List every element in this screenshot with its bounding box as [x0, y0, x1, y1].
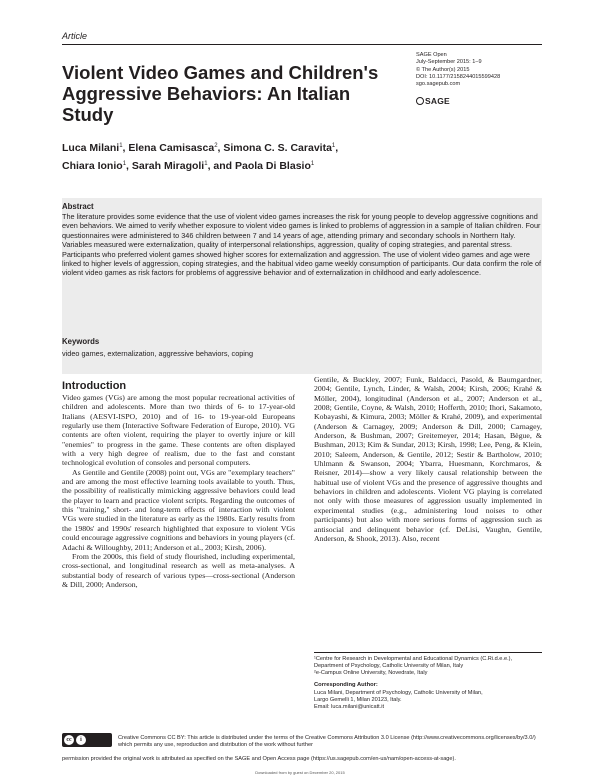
corresponding-email[interactable]: Email: luca.milani@unicatt.it	[314, 704, 385, 710]
body-column-left	[62, 393, 295, 589]
footnote-rule	[314, 652, 542, 653]
corresponding-author	[314, 690, 542, 711]
journal-url[interactable]: sgo.sagepub.com	[416, 81, 461, 88]
author-separator: ,	[122, 142, 129, 154]
author-affiliation-mark: 1	[310, 161, 315, 167]
sage-logo: SAGE	[416, 96, 450, 106]
author-affiliation-mark: 1	[331, 143, 336, 149]
author-name: Simona C. S. Caravita	[223, 142, 332, 154]
by-icon: i	[76, 735, 86, 745]
license-text-continued: permission provided the original work is attributed as specified on the SAGE and Open Access page (https://us.sagepub.com/en-us/nam/open-access-at-sage).	[62, 756, 456, 762]
author-name: Elena Camisasca	[128, 142, 215, 154]
body-column-right	[314, 375, 542, 543]
copyright: © The Author(s) 2015	[416, 66, 470, 73]
paragraph: Gentile, & Buckley, 2007; Funk, Baldacci, Pasold, & Baumgardner, 2004; Gentile, Lynch, Linder, & Walsh, 2004; Kirsh, 2006; Krahé & Möller, 2004), longitudinal (Anderson et al., 2007; Anderson et al., 2008; Gentile, Coyne, & Walsh, 2010; Hofferth, 2010; Ihori, Sakamoto, Kobayashi, & Kimura, 2003; Möller & Krahé, 2009), and experimental (Anderson & Carnagey, 2009; Anderson & Dill, 2000; Carnagey, Anderson, & Bushman, 2007; Greitemeyer, 2014; Hasan, Bègue, & Bushman, 2013; Kim & Sundar, 2013; Kirsh, 1998; Lee, Peng, & Klein, 2010; Saleem, Anderson, & Gentile, 2012; Sestir & Bartholow, 2010; Uhlmann & Swanson, 2004; Ybarra, Huesmann, Korchmaros, & Reisner, 2014)—show a very likely causal relationship between the habitual use of violent VGs and the presence of aggressive thoughts and behaviors in children and adolescents. Violent VG playing is correlated not only with those measures of aggression usually implemented in experimental studies (e.g., administering loud noises to other participants) but also with more serious forms of aggression such as antisocial and delinquent behavior (cf. DeLisi, Vaughn, Gentile, Anderson, & Shook, 2013). Also, recent	[314, 375, 542, 543]
affiliation-2: ²e-Campus Online University, Novedrate, Italy	[314, 670, 428, 676]
affiliations	[314, 656, 542, 677]
keywords-text: video games, externalization, aggressive behaviors, coping	[62, 349, 254, 358]
article-title: Violent Video Games and Children's Aggressive Behaviors: An Italian Study	[62, 62, 379, 125]
author-separator: ,	[217, 142, 224, 154]
author-name: Paola Di Blasio	[235, 160, 311, 172]
journal-issue: July-September 2015: 1–9	[416, 59, 482, 66]
corresponding-line: Luca Milani, Department of Psychology, Catholic University of Milan,	[314, 690, 483, 696]
sage-logo-icon	[416, 97, 424, 105]
author-name: Chiara Ionio	[62, 160, 123, 172]
author-name: Sarah Miragoli	[131, 160, 205, 172]
journal-info	[416, 52, 556, 88]
affiliation-1: ¹Centre for Research in Developmental and Educational Dynamics (C.Ri.d.e.e.), Department of Psychology, Catholic University of Milan, Italy	[314, 656, 513, 669]
download-note: Downloaded from by guest on December 20, 2015	[255, 770, 345, 775]
abstract-heading: Abstract	[62, 202, 94, 211]
article-type-label: Article	[62, 31, 88, 41]
paragraph: Video games (VGs) are among the most popular recreational activities of children and adolescents. More than two thirds of 6- to 17-year-old Italians (AESVI-ISPO, 2010) and of 16- to 19-year-old Europeans regularly use them (Interactive Software Federation of Europe, 2010). VG contents are often violent, requiring the player to overtly injure or kill "enemies" to progress in the game. These contents are often displayed with a very high degree of realism, due to the fast and constant technological evolution of consoles and personal computers.	[62, 393, 295, 468]
creative-commons-badge[interactable]	[62, 733, 112, 747]
author-name: Luca Milani	[62, 142, 120, 154]
author-affiliation-mark: 2	[214, 143, 218, 149]
paragraph: As Gentile and Gentile (2008) point out, VGs are "exemplary teachers" and are among the most effective learning tools available to youth. Thus, the possibility of realistically mimicking aggressive behaviors could lead the player to learn and practice violent scripts. Regarding the outcomes of this "training," short- and long-term effects of interaction with violent VGs were studied in the literature as early as the 1980s. Early results from the 1980s' and 1990s' research highlighted that exposure to violent VGs could encourage aggressive cognitions and behaviors in young players (cf. Adachi & Willoughby, 2011; Anderson et al., 2003; Kirsh, 2006).	[62, 467, 295, 552]
license-text: Creative Commons CC BY: This article is distributed under the terms of the Creative Commons Attribution 3.0 License (http://www.creativecommons.org/licenses/by/3.0/) which permits any use, reproduction and distribution of the work without further	[118, 735, 536, 749]
introduction-heading: Introduction	[62, 380, 127, 392]
journal-name: SAGE Open	[416, 52, 447, 58]
cc-icon: cc	[64, 735, 74, 745]
author-affiliation-mark: 1	[122, 161, 127, 167]
abstract-text: The literature provides some evidence that the use of violent video games increases the risk for young people to develop aggressive cognitions and even behaviors. We aimed to verify whether exposure to violent video games is linked to problems of aggression in a sample of Italian children. Four questionnaires were administered to 346 children between 7 and 14 years of age, attending primary and secondary schools in Northern Italy. Variables measured were externalization, quality of interpersonal relationships, aggression, quality of coping strategies, and parental stress. Participants who preferred violent games showed higher scores for externalization and aggression. The use of violent video games and age were linked to higher levels of aggression, coping strategies, and the habitual video game weekly consumption of participants. Our data confirm the role of violent video games as risk factors for problems of aggressive behavior and of externalization in childhood and early adolescence.	[62, 212, 542, 278]
author-list	[62, 138, 482, 174]
corresponding-author-heading: Corresponding Author:	[314, 682, 378, 688]
paragraph: From the 2000s, this field of study flourished, including experimental, cross-sectional, and longitudinal research as well as meta-analyses. A substantial body of research of various types—cross-sectional (Anderson & Dill, 2000; Anderson,	[62, 551, 295, 589]
author-separator: ,	[126, 160, 132, 172]
author-affiliation-mark: 1	[204, 161, 208, 167]
corresponding-line: Largo Gemelli 1, Milan 20123, Italy.	[314, 697, 402, 703]
author-separator: , and	[207, 160, 235, 172]
doi: DOI: 10.1177/2158244015599428	[416, 73, 501, 80]
keywords-heading: Keywords	[62, 337, 100, 346]
author-affiliation-mark: 1	[119, 143, 123, 149]
header-rule	[62, 44, 542, 45]
author-separator: ,	[335, 142, 339, 154]
